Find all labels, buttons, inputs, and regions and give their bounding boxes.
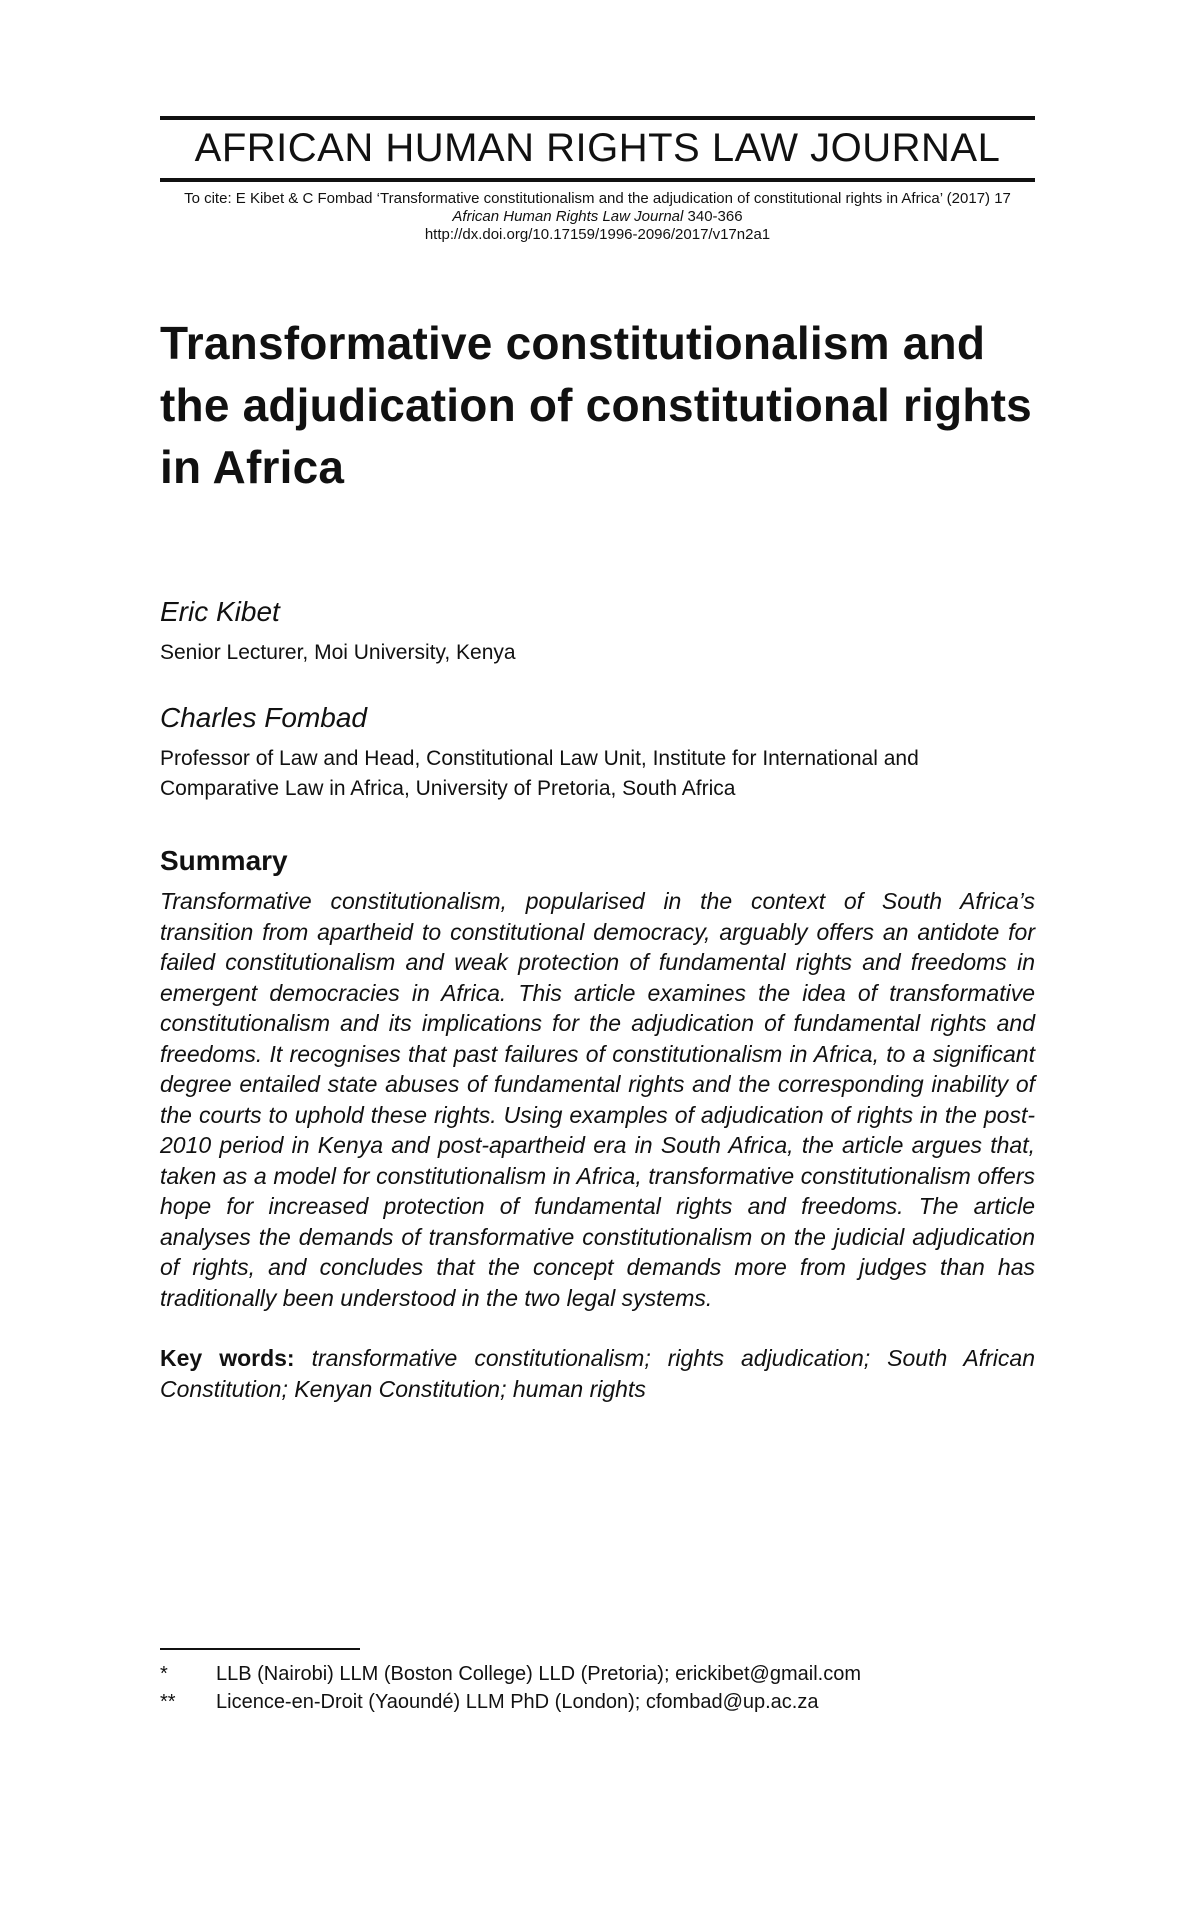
footnote-item	[160, 1688, 1035, 1716]
keywords-label: Key words:	[160, 1345, 295, 1371]
footnote-mark: *	[160, 1663, 168, 1685]
keywords-text: transformative constitutionalism; rights adjudication; South African Constitution; Kenyan Constitution; human rights	[160, 1345, 1035, 1402]
summary-heading: Summary	[160, 845, 288, 876]
journal-title: AFRICAN HUMAN RIGHTS LAW JOURNAL	[194, 126, 1001, 170]
article-title: Transformative constitutionalism and the adjudication of constitutional rights in Africa	[160, 317, 1032, 493]
citation-pages: 340-366	[683, 208, 743, 225]
author-affiliation: Senior Lecturer, Moi University, Kenya	[160, 641, 516, 664]
footnote-mark: **	[160, 1691, 176, 1713]
author-block	[160, 596, 1035, 668]
author-name: Eric Kibet	[160, 596, 280, 627]
footnotes	[160, 1660, 1035, 1716]
footnote-text: Licence-en-Droit (Yaoundé) LLM PhD (London); cfombad@up.ac.za	[216, 1691, 819, 1713]
citation	[160, 190, 1035, 244]
summary-text: Transformative constitutionalism, popularised in the context of South Africa’s transition from apartheid to constitutional democracy, arguably offers an antidote for failed constitutionalism and weak protection of fundamental rights and freedoms in emergent democracies in Africa. This article examines the idea of transformative constitutionalism and its implications for the adjudication of fundamental rights and freedoms. It recognises that past failures of constitutionalism in Africa, to a significant degree entailed state abuses of fundamental rights and the corresponding inability of the courts to uphold these rights. Using examples of adjudication of rights in the post-2010 period in Kenya and post-apartheid era in South Africa, the article argues that, taken as a model for constitutionalism in Africa, transformative constitutionalism offers hope for increased protection of fundamental rights and freedoms. The article analyses the demands of transformative constitutionalism on the judicial adjudication of rights, and concludes that the concept demands more from judges than has traditionally been understood in the two legal systems.	[160, 888, 1035, 1311]
footnote-item	[160, 1660, 1035, 1688]
author-name: Charles Fombad	[160, 702, 367, 733]
keywords	[160, 1343, 1035, 1404]
citation-prefix: To cite: E Kibet & C Fombad ‘Transformative constitutionalism and the adjudication of constitutional rights in Africa’ (2017) 17	[184, 190, 1011, 207]
author-affiliation: Professor of Law and Head, Constitutional Law Unit, Institute for International and Comparative Law in Africa, University of Pretoria, South Africa	[160, 747, 919, 800]
citation-journal: African Human Rights Law Journal	[452, 208, 684, 225]
journal-header	[160, 116, 1035, 182]
article-page	[160, 116, 1035, 1404]
footnote-divider	[160, 1648, 360, 1650]
footnote-text: LLB (Nairobi) LLM (Boston College) LLD (Pretoria); erickibet@gmail.com	[216, 1663, 861, 1685]
citation-doi[interactable]: http://dx.doi.org/10.17159/1996-2096/2017/v17n2a1	[424, 226, 771, 243]
author-block	[160, 702, 1035, 804]
